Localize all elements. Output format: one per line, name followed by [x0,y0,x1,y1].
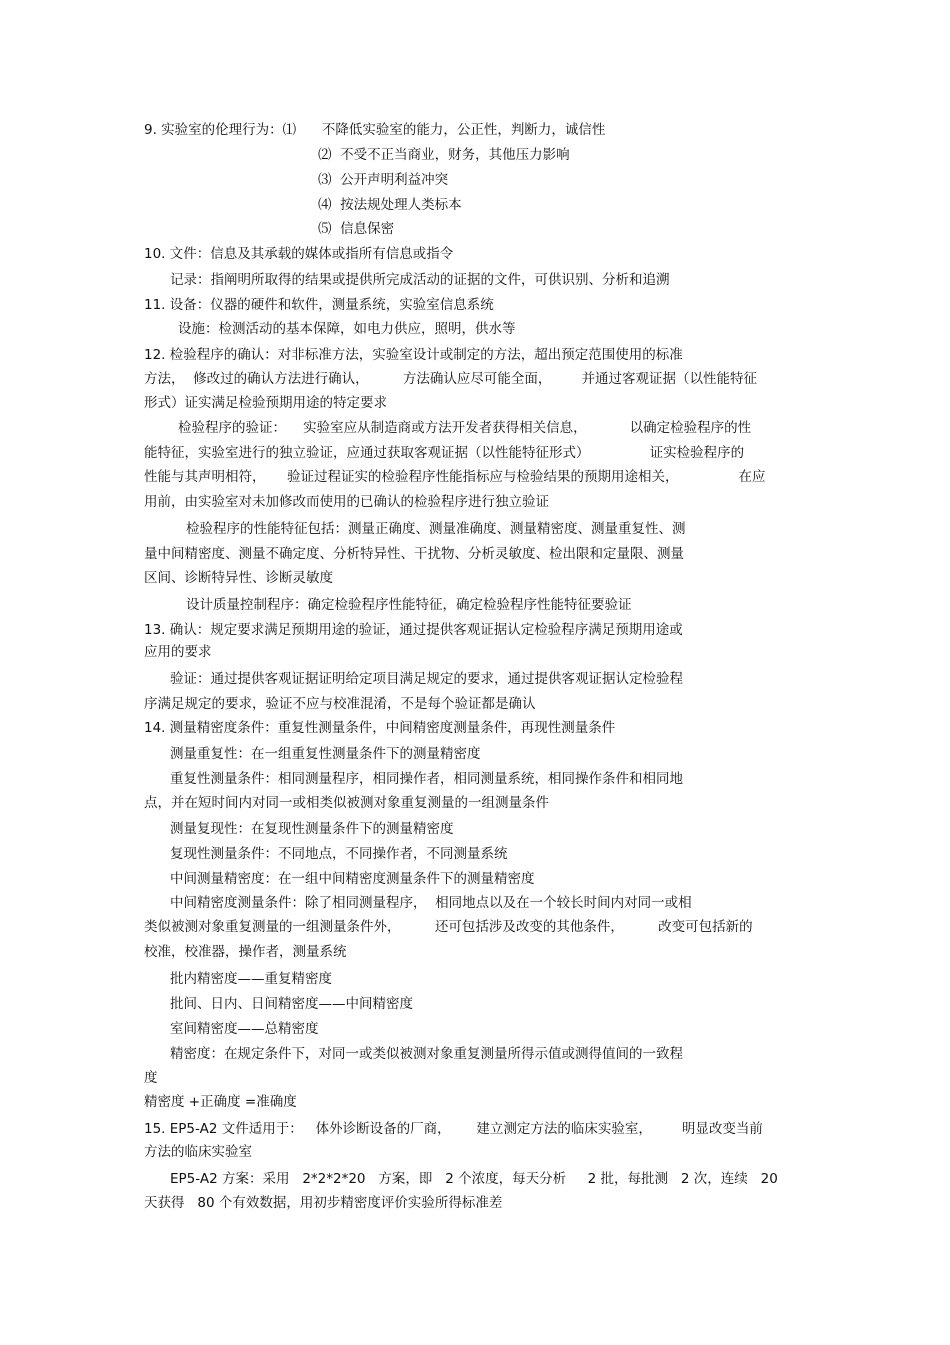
text-line: 天获得 80 个有效数据，用初步精密度评价实验所得标准差 [144,1195,503,1211]
text-line: 批间、日内、日间精密度——中间精密度 [170,996,413,1012]
text-line: 测量复现性：在复现性测量条件下的测量精密度 [170,821,454,837]
text-line: 14. 测量精密度条件：重复性测量条件，中间精密度测量条件，再现性测量条件 [144,720,616,736]
text-line: 方法， 修改过的确认方法进行确认， 方法确认应尽可能全面， 并通过客观证据（以性能特征 [144,371,757,387]
text-line: 复现性测量条件：不同地点，不同操作者，不同测量系统 [170,846,508,862]
text-line: 区间、诊断特异性、诊断灵敏度 [144,570,333,586]
text-line: 中间测量精密度：在一组中间精密度测量条件下的测量精密度 [170,871,535,887]
text-line: 批内精密度——重复精密度 [170,971,332,987]
text-line: 设计质量控制程序：确定检验程序性能特征，确定检验程序性能特征要验证 [186,597,632,613]
text-line: 11. 设备：仪器的硬件和软件，测量系统，实验室信息系统 [144,297,494,313]
text-line: 校准，校准器，操作者，测量系统 [144,944,347,960]
text-line: 测量重复性：在一组重复性测量条件下的测量精密度 [170,746,481,762]
text-line: 9. 实验室的伦理行为：⑴ 不降低实验室的能力，公正性，判断力，诚信性 [144,122,606,138]
text-line: 量中间精密度、测量不确定度、分析特异性、干扰物、分析灵敏度、检出限和定量限、测量 [144,546,684,562]
text-line: 度 [144,1070,158,1086]
text-line: 方法的临床实验室 [144,1144,252,1160]
text-line: 点，并在短时间内对同一或相类似被测对象重复测量的一组测量条件 [144,795,549,811]
text-line: 室间精密度——总精密度 [170,1021,319,1037]
text-line: ⑸ 信息保密 [318,221,395,237]
text-line: 能特征，实验室进行的独立验证，应通过获取客观证据（以性能特征形式） 证实检验程序的 [144,445,745,461]
text-line: 验证：通过提供客观证据证明给定项目满足规定的要求，通过提供客观证据认定检验程 [170,671,683,687]
text-line: 设施：检测活动的基本保障，如电力供应，照明，供水等 [178,321,516,337]
text-line: 序满足规定的要求，验证不应与校准混淆，不是每个验证都是确认 [144,696,536,712]
text-line: ⑵ 不受不正当商业，财务，其他压力影响 [318,147,570,163]
text-line: 记录：指阐明所取得的结果或提供所完成活动的证据的文件，可供识别、分析和追溯 [170,272,670,288]
text-line: 检验程序的验证： 实验室应从制造商或方法开发者获得相关信息， 以确定检验程序的性 [178,420,752,436]
text-line: 类似被测对象重复测量的一组测量条件外， 还可包括涉及改变的其他条件， 改变可包括新的 [144,919,753,935]
text-line: 检验程序的性能特征包括：测量正确度、测量准确度、测量精密度、测量重复性、测 [186,521,686,537]
text-line: 精密度 +正确度 =准确度 [144,1094,297,1110]
text-line: 应用的要求 [144,644,212,660]
text-line: 用前，由实验室对未加修改而使用的已确认的检验程序进行独立验证 [144,494,549,510]
text-line: 10. 文件：信息及其承载的媒体或指所有信息或指令 [144,246,454,262]
text-line: 中间精密度测量条件：除了相同测量程序， 相同地点以及在一个较长时间内对同一或相 [170,895,692,911]
text-line: ⑶ 公开声明利益冲突 [318,172,449,188]
text-line: 12. 检验程序的确认：对非标准方法，实验室设计或制定的方法，超出预定范围使用的标准 [144,347,683,363]
text-line: ⑷ 按法规处理人类标本 [318,197,462,213]
text-line: 15. EP5-A2 文件适用于： 体外诊断设备的厂商， 建立测定方法的临床实验室， 明显改变当前 [144,1121,763,1137]
text-line: 重复性测量条件：相同测量程序，相同操作者，相同测量系统，相同操作条件和相同地 [170,771,683,787]
text-line: 性能与其声明相符， 验证过程证实的检验程序性能指标应与检验结果的预期用途相关， 在应 [144,469,766,485]
text-line: 精密度：在规定条件下，对同一或类似被测对象重复测量所得示值或测得值间的一致程 [170,1046,683,1062]
text-line: 形式）证实满足检验预期用途的特定要求 [144,395,387,411]
text-line: 13. 确认：规定要求满足预期用途的验证，通过提供客观证据认定检验程序满足预期用途或 [144,622,683,638]
text-line: EP5-A2 方案：采用 2*2*2*20 方案，即 2 个浓度，每天分析 2 批，每批测 2 次，连续 20 [170,1171,778,1187]
